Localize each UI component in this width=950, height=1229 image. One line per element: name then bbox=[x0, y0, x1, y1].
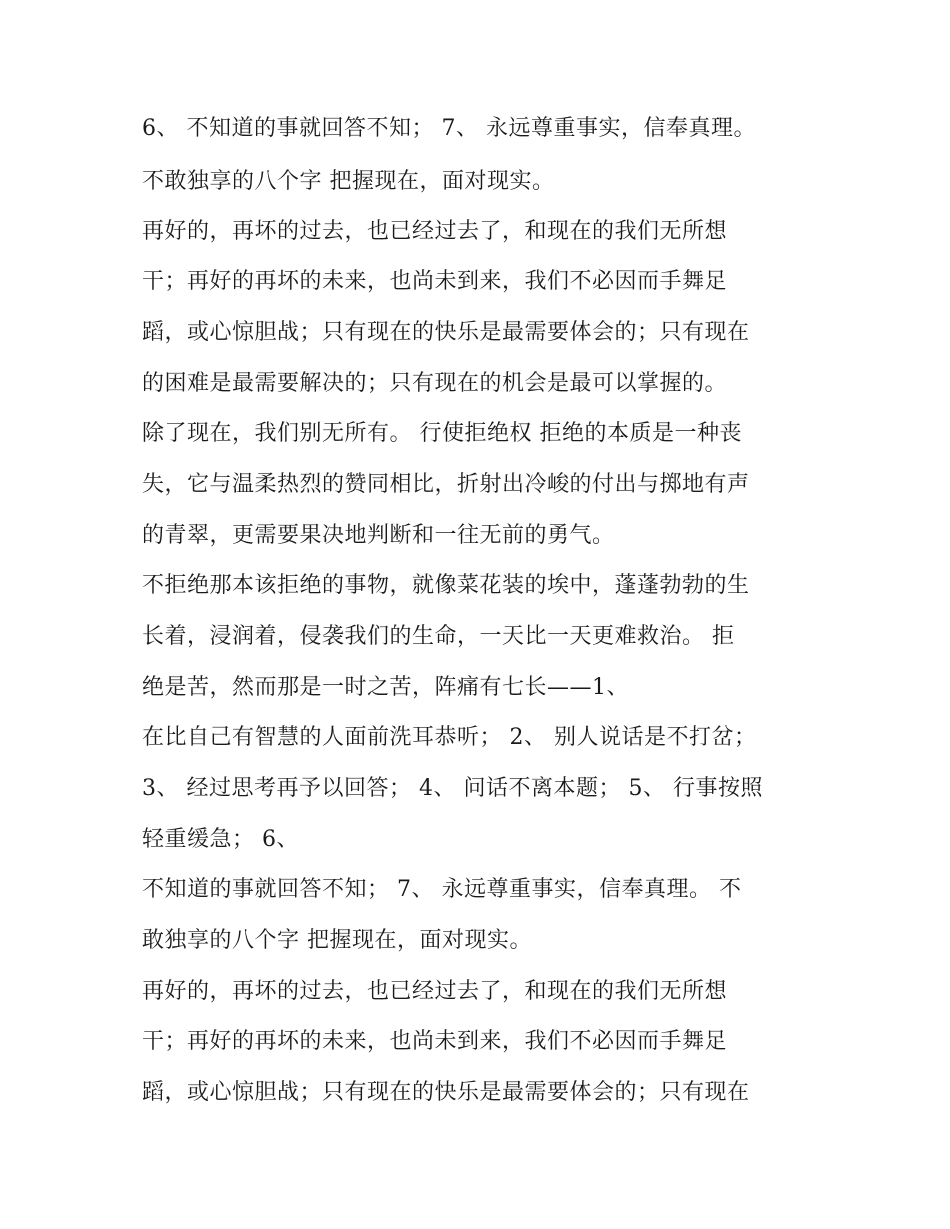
text-line-1: 6、 不知道的事就回答不知； 7、 永远尊重事实，信奉真理。 bbox=[142, 116, 756, 141]
text-line-20: 蹈，或心惊胆战；只有现在的快乐是最需要体会的；只有现在 bbox=[142, 1080, 750, 1105]
text-line-5: 蹈，或心惊胆战；只有现在的快乐是最需要体会的；只有现在 bbox=[142, 320, 750, 345]
text-line-19: 干；再好的再坏的未来，也尚未到来，我们不必因而手舞足 bbox=[142, 1029, 728, 1054]
text-line-14: 3、 经过思考再予以回答； 4、 问话不离本题； 5、 行事按照 bbox=[142, 776, 763, 801]
text-line-6: 的困难是最需要解决的；只有现在的机会是最可以掌握的。 bbox=[142, 371, 728, 396]
text-line-16: 不知道的事就回答不知； 7、 永远尊重事实，信奉真理。 不 bbox=[142, 877, 742, 902]
text-line-17: 敢独享的八个字 把握现在，面对现实。 bbox=[142, 928, 532, 953]
text-line-9: 的青翠，更需要果决地判断和一往无前的勇气。 bbox=[142, 523, 615, 548]
text-line-2: 不敢独享的八个字 把握现在，面对现实。 bbox=[142, 169, 555, 194]
text-line-3: 再好的，再坏的过去，也已经过去了，和现在的我们无所想 bbox=[142, 219, 728, 244]
text-line-12: 绝是苦，然而那是一时之苦，阵痛有七长——1、 bbox=[142, 675, 629, 700]
text-line-13: 在比自己有智慧的人面前洗耳恭听； 2、 别人说话是不打岔； bbox=[142, 725, 757, 750]
text-line-4: 干；再好的再坏的未来，也尚未到来，我们不必因而手舞足 bbox=[142, 269, 728, 294]
text-line-18: 再好的，再坏的过去，也已经过去了，和现在的我们无所想 bbox=[142, 979, 728, 1004]
text-line-10: 不拒绝那本该拒绝的事物，就像菜花装的埃中，蓬蓬勃勃的生 bbox=[142, 573, 750, 598]
text-line-7: 除了现在，我们别无所有。 行使拒绝权 拒绝的本质是一种丧 bbox=[142, 421, 742, 446]
text-line-8: 失，它与温柔热烈的赞同相比，折射出冷峻的付出与掷地有声 bbox=[142, 472, 750, 497]
text-line-15: 轻重缓急； 6、 bbox=[142, 827, 299, 852]
text-line-11: 长着，浸润着，侵袭我们的生命，一天比一天更难救治。 拒 bbox=[142, 624, 735, 649]
